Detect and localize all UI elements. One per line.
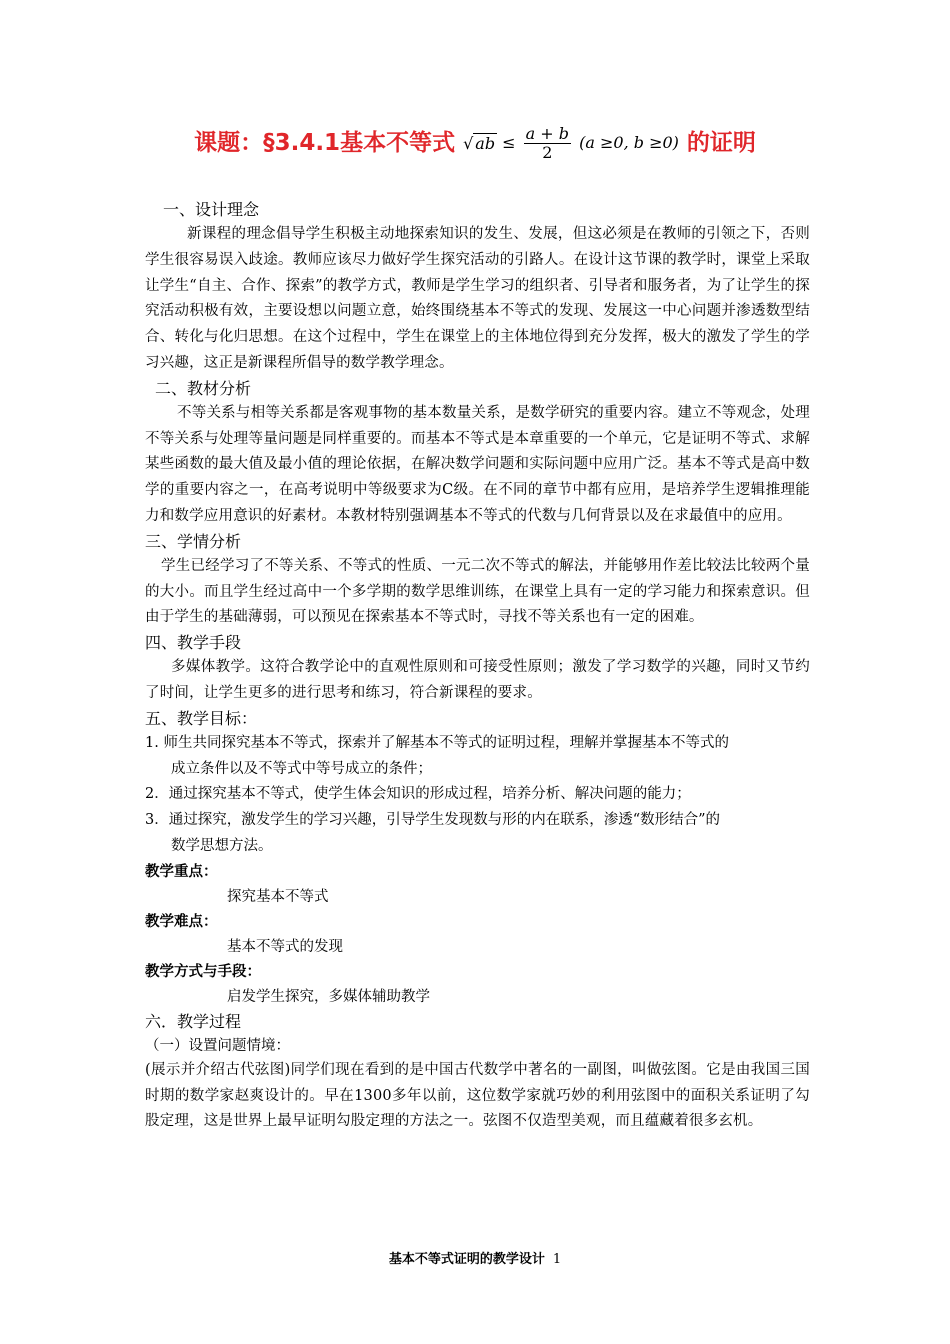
method-label: 教学方式与手段： xyxy=(145,963,261,980)
difficulty-value: 基本不等式的发现 xyxy=(227,938,343,955)
title-prefix: 课题：§3.4.1基本不等式 xyxy=(194,130,456,156)
section-heading: 五、教学目标： xyxy=(145,708,258,728)
page-title xyxy=(0,124,950,162)
goal-text: 3．通过探究，激发学生的学习兴趣，引导学生发现数与形的内在联系，渗透“数形结合”的 xyxy=(145,812,721,829)
page-footer xyxy=(0,1248,950,1267)
section-heading: 三、学情分析 xyxy=(145,531,242,551)
fraction-numerator: a + b xyxy=(525,124,570,143)
formula-condition: (a ≥0, b ≥0) xyxy=(579,133,679,152)
goal-text: 1. 师生共同探究基本不等式，探索并了解基本不等式的证明过程，理解并掌握基本不等式的 xyxy=(145,734,729,751)
key-point-label: 教学重点： xyxy=(145,863,218,880)
sqrt-expression: √ ab xyxy=(463,134,496,153)
goal-continuation: 成立条件以及不等式中等号成立的条件； xyxy=(171,760,432,777)
page-number: 1 xyxy=(552,1252,562,1267)
subsection-heading: （一）设置问题情境： xyxy=(145,1037,290,1054)
sqrt-radicand: ab xyxy=(475,134,496,153)
key-point-value: 探究基本不等式 xyxy=(227,888,329,905)
goal-item xyxy=(145,731,810,783)
document-body xyxy=(145,198,810,1135)
title-suffix: 的证明 xyxy=(686,130,756,156)
goal-continuation: 数学思想方法。 xyxy=(171,837,273,854)
goal-item xyxy=(145,782,810,808)
section-paragraph: 多媒体教学。这符合教学论中的直观性原则和可接受性原则；激发了学习数学的兴趣，同时又节约了时间，让学生更多的进行思考和练习，符合新课程的要求。 xyxy=(145,659,810,701)
section-heading: 二、教材分析 xyxy=(155,378,252,398)
difficulty-label: 教学难点： xyxy=(145,913,218,930)
section-heading: 一、设计理念 xyxy=(163,200,260,219)
method-value: 启发学生探究，多媒体辅助教学 xyxy=(227,988,430,1005)
section-paragraph: 学生已经学习了不等关系、不等式的性质、一元二次不等式的解法，并能够用作差比较法比较两个量的大小。而且学生经过高中一个多学期的数学思维训练，在课堂上具有一定的学习能力和探索意识。但由于学生的基础薄弱，可以预见在探索基本不等式时，寻找不等关系也有一定的困难。 xyxy=(145,557,810,626)
section-paragraph: (展示并介绍古代弦图)同学们现在看到的是中国古代数学中著名的一副图，叫做弦图。它是由我国三国时期的数学家赵爽设计的。早在1300多年以前，这位数学家就巧妙的利用弦图中的面积关系证明了勾股定理，这是世界上最早证明勾股定理的方法之一。弦图不仅造型美观，而且蕴藏着很多玄机。 xyxy=(145,1061,810,1130)
goal-text: 2．通过探究基本不等式，使学生体会知识的形成过程，培养分析、解决问题的能力； xyxy=(145,786,691,803)
section-paragraph: 新课程的理念倡导学生积极主动地探索知识的发生、发展，但这必须是在教师的引领之下，否则学生很容易误入歧途。教师应该尽力做好学生探究活动的引路人。在设计这节课的教学时，课堂上采取让学生“自主、合作、探索”的教学方式，教师是学生学习的组织者、引导者和服务者，为了让学生的探究活动积极有效，主要设想以问题立意，始终围绕基本不等式的发现、发展这一中心问题并渗透数型结合、转化与化归思想。在这个过程中，学生在课堂上的主体地位得到充分发挥，极大的激发了学生的学习兴趣，这正是新课程所倡导的数学教学理念。 xyxy=(145,226,810,371)
section-heading: 四、教学手段 xyxy=(145,633,242,653)
section-paragraph: 不等关系与相等关系都是客观事物的基本数量关系，是数学研究的重要内容。建立不等观念，处理不等关系与处理等量问题是同样重要的。而基本不等式是本章重要的一个单元，它是证明不等式、求解某些函数的最大值及最小值的理论依据，在解决数学问题和实际问题中应用广泛。基本不等式是高中数学的重要内容之一，在高考说明中等级要求为C级。在不同的章节中都有应用，是培养学生逻辑推理能力和数学应用意识的好素材。本教材特别强调基本不等式的代数与几何背景以及在求最值中的应用。 xyxy=(145,404,810,524)
section-heading: 六．教学过程 xyxy=(145,1011,242,1031)
le-sign: ≤ xyxy=(502,133,516,152)
inequality-formula xyxy=(463,125,679,162)
goal-item xyxy=(145,808,810,860)
fraction-denominator: 2 xyxy=(542,143,553,162)
fraction xyxy=(524,125,571,162)
footer-text: 基本不等式证明的教学设计 xyxy=(388,1252,545,1267)
